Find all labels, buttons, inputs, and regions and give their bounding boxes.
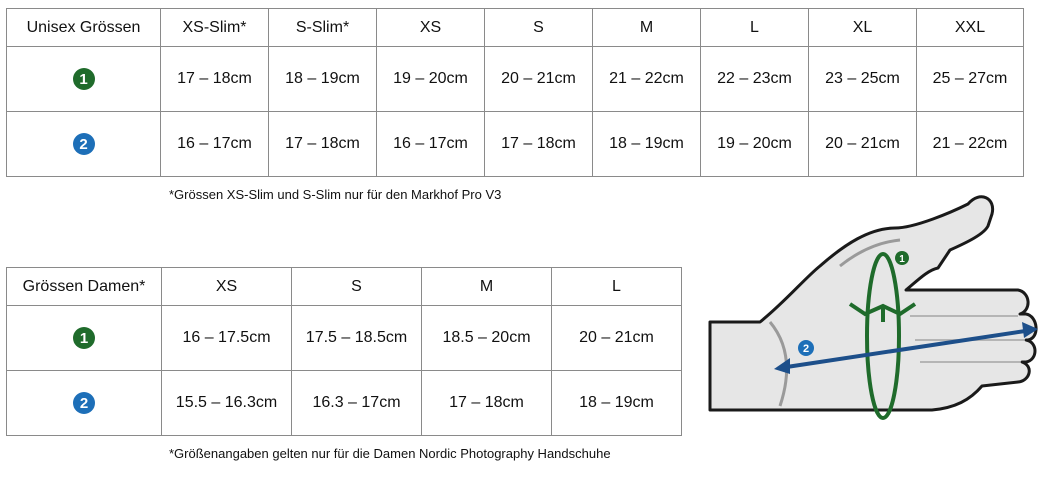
unisex-footnote: *Grössen XS-Slim und S-Slim nur für den Markhof Pro V3 [169,187,502,202]
table-cell: 23 – 25cm [809,47,917,112]
length-label: 2 [802,343,810,355]
table-row [7,47,1024,112]
table-cell: 17 – 18cm [161,47,269,112]
measure-label-cell [7,112,161,177]
measure-2-badge-icon: 2 [73,392,95,414]
table-cell: 16 – 17cm [161,112,269,177]
table-cell: 15.5 – 16.3cm [162,371,292,436]
header-cell: L [552,268,682,306]
table-cell: 20 – 21cm [809,112,917,177]
hand-outline [710,197,1036,410]
table-cell: 19 – 20cm [701,112,809,177]
header-cell: S [485,9,593,47]
table-cell: 17 – 18cm [422,371,552,436]
table-row [7,371,682,436]
table-cell: 20 – 21cm [552,306,682,371]
table-row [7,306,682,371]
women-size-table [6,267,682,436]
table-cell: 25 – 27cm [917,47,1024,112]
table-cell: 20 – 21cm [485,47,593,112]
table-cell: 17 – 18cm [269,112,377,177]
header-cell: XS [377,9,485,47]
measure-label-cell [7,47,161,112]
measure-1-badge-icon: 1 [73,68,95,90]
table-cell: 16 – 17cm [377,112,485,177]
header-cell: Grössen Damen* [7,268,162,306]
table-cell: 17.5 – 18.5cm [292,306,422,371]
table-cell: 16.3 – 17cm [292,371,422,436]
table-cell: 18 – 19cm [593,112,701,177]
measure-label-cell [7,306,162,371]
women-footnote: *Größenangaben gelten nur für die Damen Nordic Photography Handschuhe [169,446,611,461]
table-cell: 21 – 22cm [917,112,1024,177]
header-cell: XS-Slim* [161,9,269,47]
header-cell: XL [809,9,917,47]
header-cell: L [701,9,809,47]
table-cell: 18 – 19cm [269,47,377,112]
header-cell: Unisex Grössen [7,9,161,47]
header-cell: M [593,9,701,47]
header-cell: XXL [917,9,1024,47]
table-cell: 16 – 17.5cm [162,306,292,371]
table-cell: 19 – 20cm [377,47,485,112]
measure-1-badge-icon: 1 [73,327,95,349]
hand-measurement-icon [700,186,1040,441]
measure-2-badge-icon: 2 [73,133,95,155]
table-cell: 21 – 22cm [593,47,701,112]
table-cell: 22 – 23cm [701,47,809,112]
header-cell: S-Slim* [269,9,377,47]
table-cell: 18 – 19cm [552,371,682,436]
table-cell: 18.5 – 20cm [422,306,552,371]
measure-label-cell [7,371,162,436]
table-row [7,112,1024,177]
header-cell: M [422,268,552,306]
table-cell: 17 – 18cm [485,112,593,177]
header-cell: XS [162,268,292,306]
unisex-size-table [6,8,1024,177]
header-cell: S [292,268,422,306]
table-header-row [7,9,1024,47]
circumference-label: 1 [899,254,905,265]
table-header-row [7,268,682,306]
